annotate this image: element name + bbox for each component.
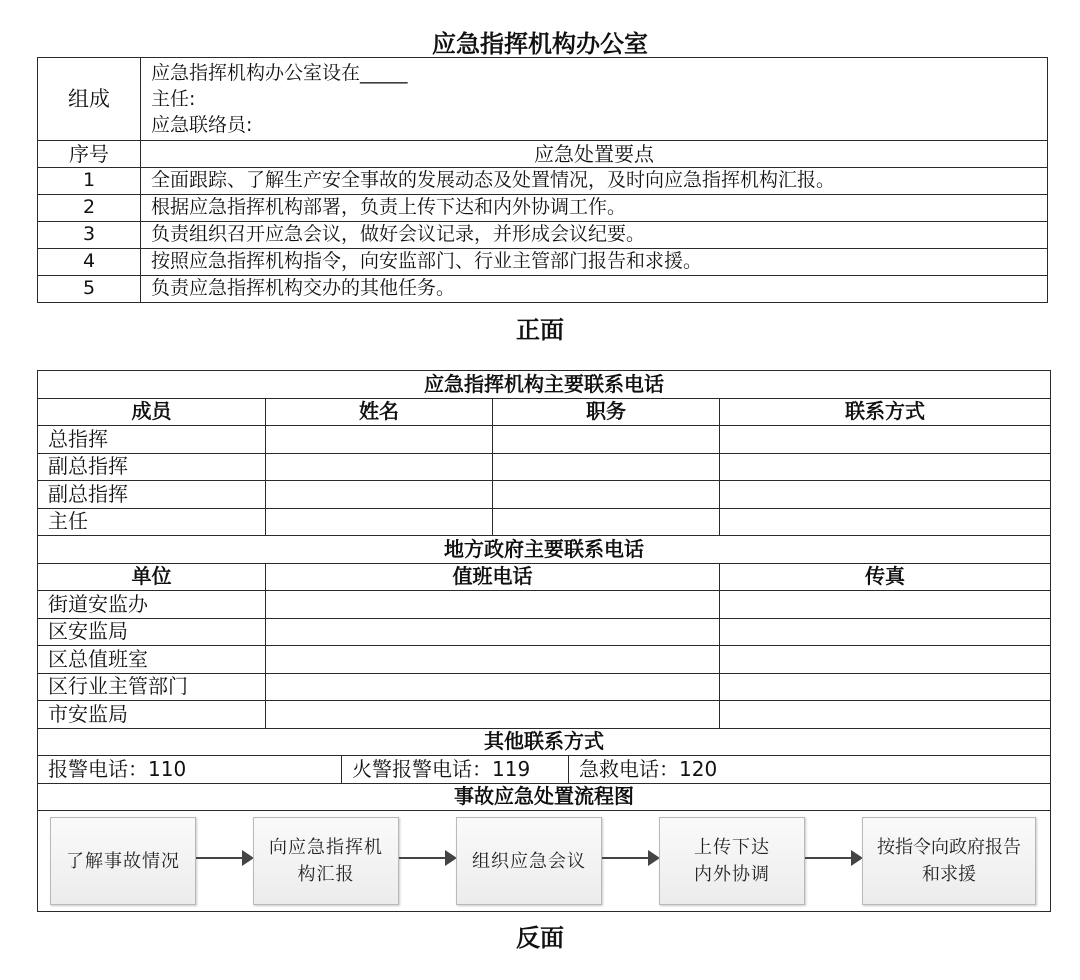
command-section-title: 应急指挥机构主要联系电话 [38,371,1051,399]
flow-step-text: 组织应急会议 [472,850,586,872]
table-row [38,701,1051,729]
office-location-line: 应急指挥机构办公室设在_____ [151,62,408,84]
fire-phone: 火警报警电话：119 [342,756,569,784]
row-text: 根据应急指挥机构部署，负责上传下达和内外协调工作。 [141,195,1048,222]
police-phone: 报警电话：110 [38,756,342,784]
command-section-title-row [38,371,1051,399]
flow-step-4 [659,817,805,905]
member-cell: 副总指挥 [38,481,266,509]
flowchart [38,811,1051,912]
arrow-right-icon [196,857,252,859]
table-row [38,453,1051,481]
ambulance-phone: 急救电话：120 [569,756,1051,784]
unit-cell: 市安监局 [38,701,266,729]
table-row [38,591,1051,619]
fax-cell[interactable] [720,673,1051,701]
row-text: 按照应急指挥机构指令，向安监部门、行业主管部门报告和求援。 [141,249,1048,276]
fax-cell[interactable] [720,701,1051,729]
header-row [38,141,1048,168]
flow-step-1 [50,817,196,905]
duty-phone-header: 值班电话 [266,563,720,591]
position-cell[interactable] [493,481,720,509]
arrow-right-icon [805,857,861,859]
table-row [38,481,1051,509]
row-number: 3 [38,222,141,249]
table-row [38,168,1048,195]
director-line: 主任: [151,88,196,110]
row-text: 全面跟踪、了解生产安全事故的发展动态及处置情况，及时向应急指挥机构汇报。 [141,168,1048,195]
government-section-title-row [38,536,1051,564]
unit-cell: 区总值班室 [38,646,266,674]
composition-details [141,58,1048,141]
liaison-line: 应急联络员: [151,114,253,136]
fax-header: 传真 [720,563,1051,591]
duty-phone-cell[interactable] [266,646,720,674]
arrow-right-icon [602,857,658,859]
composition-row [38,58,1048,141]
unit-cell: 区行业主管部门 [38,673,266,701]
table-row [38,673,1051,701]
name-cell[interactable] [266,453,493,481]
flow-step-text: 构汇报 [297,864,355,885]
name-header: 姓名 [266,398,493,426]
name-cell[interactable] [266,481,493,509]
duty-phone-cell[interactable] [266,701,720,729]
back-caption: 反面 [516,924,564,952]
flow-step-text: 了解事故情况 [66,850,180,872]
member-cell: 副总指挥 [38,453,266,481]
table-row [38,426,1051,454]
contact-cell[interactable] [720,453,1051,481]
front-title: 应急指挥机构办公室 [432,30,648,58]
name-cell[interactable] [266,508,493,536]
flow-step-5 [862,817,1036,905]
fax-cell[interactable] [720,646,1051,674]
flow-step-2 [253,817,399,905]
unit-cell: 区安监局 [38,618,266,646]
position-cell[interactable] [493,508,720,536]
contact-cell[interactable] [720,481,1051,509]
unit-header: 单位 [38,563,266,591]
table-row [38,276,1048,303]
flow-step-text: 向应急指挥机 [269,837,383,858]
composition-label: 组成 [38,58,141,141]
contact-table [37,370,1051,912]
flow-section-title: 事故应急处置流程图 [38,783,1051,811]
contact-cell[interactable] [720,508,1051,536]
table-row [38,222,1048,249]
position-cell[interactable] [493,426,720,454]
other-section-title: 其他联系方式 [38,728,1051,756]
government-header-row [38,563,1051,591]
points-header: 应急处置要点 [141,141,1048,168]
flow-step-text: 按指令向政府报告 [877,837,1021,858]
row-text: 负责组织召开应急会议，做好会议记录，并形成会议纪要。 [141,222,1048,249]
flow-row [38,811,1051,912]
duty-phone-cell[interactable] [266,591,720,619]
arrow-right-icon [399,857,455,859]
flow-step-text: 内外协调 [694,864,770,885]
government-section-title: 地方政府主要联系电话 [38,536,1051,564]
row-number: 4 [38,249,141,276]
flow-step-3 [456,817,602,905]
flow-step-text: 和求援 [922,864,976,885]
flow-section-title-row [38,783,1051,811]
unit-cell: 街道安监办 [38,591,266,619]
name-cell[interactable] [266,426,493,454]
front-caption: 正面 [516,316,564,344]
position-header: 职务 [493,398,720,426]
other-section-title-row [38,728,1051,756]
office-duties-table [37,57,1048,303]
row-number: 2 [38,195,141,222]
contact-header: 联系方式 [720,398,1051,426]
table-row [38,646,1051,674]
row-text: 负责应急指挥机构交办的其他任务。 [141,276,1048,303]
table-row [38,618,1051,646]
member-cell: 总指挥 [38,426,266,454]
flow-step-text: 上传下达 [694,837,770,858]
table-row [38,508,1051,536]
position-cell[interactable] [493,453,720,481]
duty-phone-cell[interactable] [266,673,720,701]
other-contacts-row [38,756,1051,784]
table-row [38,249,1048,276]
fax-cell[interactable] [720,618,1051,646]
command-header-row [38,398,1051,426]
duty-phone-cell[interactable] [266,618,720,646]
member-cell: 主任 [38,508,266,536]
contact-cell[interactable] [720,426,1051,454]
table-row [38,195,1048,222]
member-header: 成员 [38,398,266,426]
row-number: 5 [38,276,141,303]
fax-cell[interactable] [720,591,1051,619]
row-number: 1 [38,168,141,195]
index-header: 序号 [38,141,141,168]
